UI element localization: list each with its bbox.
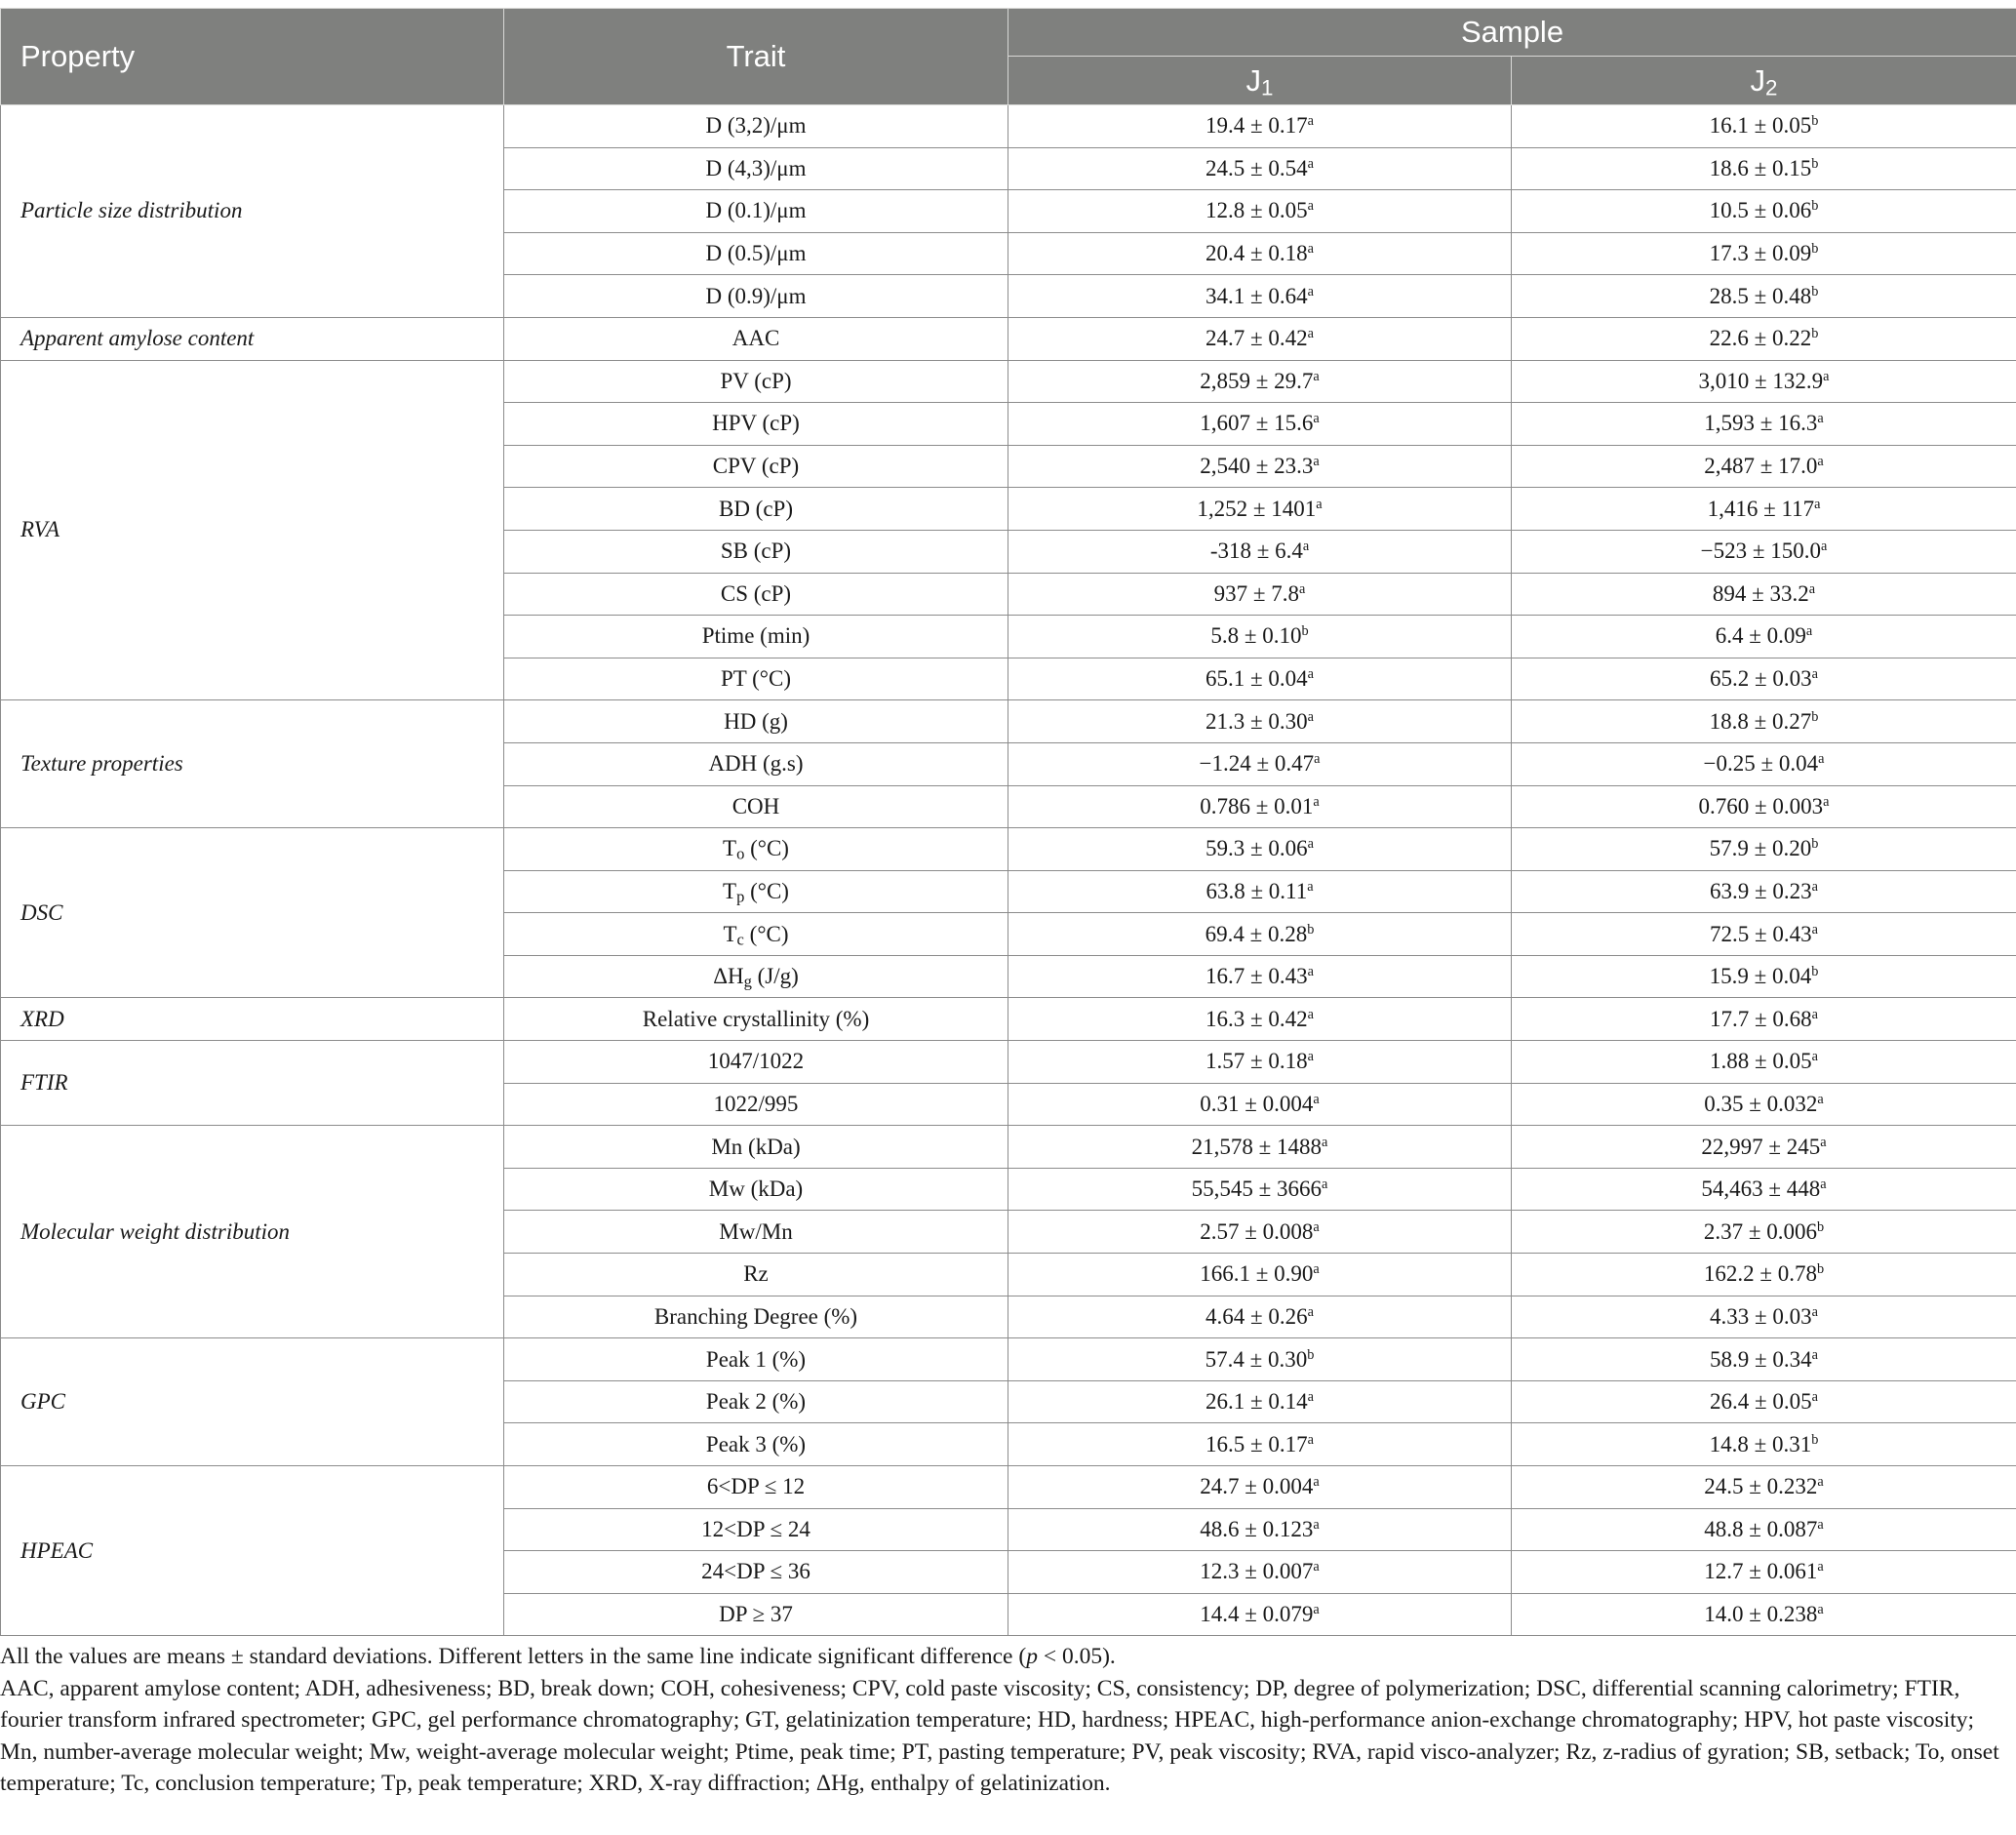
j2-value-cell: 28.5 ± 0.48$^b$	[1512, 275, 2016, 318]
trait-cell: HD (g)	[504, 700, 1008, 743]
j1-value-cell: $21,578 \pm 1488^a$	[1008, 1126, 1512, 1169]
table-header	[1, 9, 2016, 105]
trait-cell: $T_c$ (°C)	[504, 913, 1008, 956]
j1-value-cell: 19.4 ± 0.17$^a$	[1008, 105, 1512, 148]
j2-value-cell: 17.7 ± 0.68$^a$	[1512, 998, 2016, 1041]
j1-value-cell: 63.8 ± 0.11$^a$	[1008, 870, 1512, 913]
property-cell: XRD	[1, 998, 504, 1041]
j1-value-cell: 20.4 ± 0.18$^a$	[1008, 232, 1512, 275]
trait-cell: SB (cP)	[504, 530, 1008, 573]
j1-value-cell: 12.3 ± 0.007$^a$	[1008, 1551, 1512, 1594]
trait-cell: $\Delta H_g$ (J/g)	[504, 955, 1008, 998]
significance-letter: b	[1811, 964, 1819, 980]
j2-value-cell: 6.4 ± 0.09$^a$	[1512, 616, 2016, 658]
table-row	[1, 317, 2016, 360]
significance-letter: a	[1808, 581, 1816, 597]
significance-letter: a	[1307, 1431, 1314, 1448]
significance-letter: a	[1817, 411, 1824, 427]
table-footnote	[0, 1641, 2009, 1800]
significance-letter: a	[1307, 198, 1314, 215]
significance-letter: a	[1817, 454, 1824, 470]
j2-value-cell: 10.5 ± 0.06$^b$	[1512, 190, 2016, 233]
table-row	[1, 1466, 2016, 1509]
j1-value-cell: 16.5 ± 0.17$^a$	[1008, 1423, 1512, 1466]
j1-value-cell: 0.786 ± 0.01$^a$	[1008, 785, 1512, 828]
j2-value-cell: 4.33 ± 0.03$^a$	[1512, 1296, 2016, 1338]
j1-value-cell: 5.8 ± 0.10$^b$	[1008, 616, 1512, 658]
significance-letter: a	[1313, 454, 1320, 470]
significance-letter: b	[1301, 623, 1309, 640]
significance-letter: a	[1314, 751, 1321, 768]
j2-value-cell: −0.25 ± 0.04$^a$	[1512, 742, 2016, 785]
table-row	[1, 1041, 2016, 1084]
property-cell: GPC	[1, 1338, 504, 1466]
j2-value-cell: 12.7 ± 0.061$^a$	[1512, 1551, 2016, 1594]
property-cell: Texture properties	[1, 700, 504, 828]
significance-letter: b	[1811, 326, 1819, 342]
j1-value-cell: 24.7 ± 0.004$^a$	[1008, 1466, 1512, 1509]
j2-value-cell: 22.6 ± 0.22$^b$	[1512, 317, 2016, 360]
j1-value-cell: 2.57 ± 0.008$^a$	[1008, 1211, 1512, 1254]
j1-value-cell: 65.1 ± 0.04$^a$	[1008, 658, 1512, 700]
j2-value-cell: 1.88 ± 0.05$^a$	[1512, 1041, 2016, 1084]
j1-value-cell: 1,607 ± 15.6$^a$	[1008, 403, 1512, 446]
j1-value-cell: 4.64 ± 0.26$^a$	[1008, 1296, 1512, 1338]
j1-value-cell: 937 ± 7.8$^a$	[1008, 573, 1512, 616]
significance-letter: a	[1313, 1517, 1320, 1534]
j2-value-cell: 14.0 ± 0.238$^a$	[1512, 1593, 2016, 1636]
j2-value-cell: 18.6 ± 0.15$^b$	[1512, 147, 2016, 190]
significance-letter: a	[1811, 1304, 1818, 1321]
significance-letter: b	[1817, 1261, 1825, 1278]
significance-letter: a	[1313, 1474, 1320, 1491]
property-cell: Molecular weight distribution	[1, 1126, 504, 1338]
j1-value-cell: 34.1 ± 0.64$^a$	[1008, 275, 1512, 318]
j2-value-cell: 26.4 ± 0.05$^a$	[1512, 1380, 2016, 1423]
significance-letter: a	[1307, 156, 1314, 173]
footnote-abbreviations: AAC, apparent amylose content; ADH, adhesiveness; BD, break down; COH, cohesiveness; CPV, cold paste viscosity; CS, consistency; DP, degree of polymerization; DSC, differential scanning calorimetry; FTIR, fourier transform infrared spectrometer; GPC, gel performance chromatography; GT, gelatinization temperature; HD, hardness; HPEAC, high-performance anion-exchange chromatography; HPV, hot paste viscosity; Mn, number-average molecular weight; Mw, weight-average molecular weight; Ptime, peak time; PT, pasting temperature; PV, peak viscosity; RVA, rapid visco-analyzer; Rz, z-radius of gyration; SB, setback; To, onset temperature; Tc, conclusion temperature; Tp, peak temperature; XRD, X-ray diffraction; ΔHg, enthalpy of gelatinization.	[0, 1675, 1999, 1796]
significance-letter: a	[1307, 1006, 1314, 1022]
table-body	[1, 105, 2016, 1636]
trait-cell: $T_o$ (°C)	[504, 828, 1008, 871]
j2-value-cell: 0.760 ± 0.003$^a$	[1512, 785, 2016, 828]
significance-letter: a	[1818, 751, 1825, 768]
significance-letter: a	[1316, 496, 1323, 512]
j1-value-cell: 14.4 ± 0.079$^a$	[1008, 1593, 1512, 1636]
trait-cell: 1047/1022	[504, 1041, 1008, 1084]
property-cell: Particle size distribution	[1, 105, 504, 318]
j2-value-cell: $22,997 \pm 245^a$	[1512, 1126, 2016, 1169]
significance-letter: a	[1811, 1346, 1818, 1363]
j2-value-cell: 16.1 ± 0.05$^b$	[1512, 105, 2016, 148]
j2-value-cell: 58.9 ± 0.34$^a$	[1512, 1338, 2016, 1381]
significance-letter: a	[1313, 1261, 1320, 1278]
trait-cell: D (3,2)/μm	[504, 105, 1008, 148]
significance-letter: a	[1307, 964, 1314, 980]
significance-letter: a	[1307, 283, 1314, 299]
significance-letter: a	[1817, 1559, 1824, 1576]
footnote-line-1: All the values are means ± standard deviations. Different letters in the same line indicate significant difference (p < 0.05).	[0, 1644, 1116, 1669]
trait-cell: D (0.9)/μm	[504, 275, 1008, 318]
trait-cell: 24<DP ≤ 36	[504, 1551, 1008, 1594]
trait-cell: 1022/995	[504, 1083, 1008, 1126]
trait-cell: Relative crystallinity (%)	[504, 998, 1008, 1041]
significance-letter: a	[1299, 581, 1306, 597]
trait-cell: Rz	[504, 1254, 1008, 1296]
significance-letter: b	[1307, 1346, 1315, 1363]
significance-letter: a	[1820, 1177, 1827, 1193]
trait-cell: Branching Degree (%)	[504, 1296, 1008, 1338]
j1-value-cell: $1,252 \pm 1401^a$	[1008, 488, 1512, 531]
j1-value-cell: 16.3 ± 0.42$^a$	[1008, 998, 1512, 1041]
header-sample: Sample	[1008, 9, 2016, 57]
data-table	[0, 8, 2016, 1636]
trait-cell: DP ≥ 37	[504, 1593, 1008, 1636]
j1-value-cell: 16.7 ± 0.43$^a$	[1008, 955, 1512, 998]
significance-letter: a	[1811, 1389, 1818, 1406]
trait-cell: CPV (cP)	[504, 445, 1008, 488]
significance-letter: a	[1302, 539, 1310, 555]
j1-value-cell: 69.4 ± 0.28$^b$	[1008, 913, 1512, 956]
significance-letter: a	[1811, 879, 1818, 896]
j2-value-cell: 57.9 ± 0.20$^b$	[1512, 828, 2016, 871]
trait-cell: CS (cP)	[504, 573, 1008, 616]
trait-cell: HPV (cP)	[504, 403, 1008, 446]
significance-letter: a	[1823, 793, 1830, 810]
significance-letter: a	[1817, 1602, 1824, 1618]
j1-value-cell: −1.24 ± 0.47$^a$	[1008, 742, 1512, 785]
j2-value-cell: 2,487 ± 17.0$^a$	[1512, 445, 2016, 488]
significance-letter: a	[1811, 666, 1818, 683]
j1-value-cell: 57.4 ± 0.30$^b$	[1008, 1338, 1512, 1381]
significance-letter: a	[1820, 1134, 1827, 1150]
significance-letter: b	[1307, 921, 1315, 937]
significance-letter: b	[1811, 283, 1819, 299]
j2-value-cell: $54,463 \pm 448^a$	[1512, 1168, 2016, 1211]
significance-letter: a	[1322, 1177, 1328, 1193]
trait-cell: Mw (kDa)	[504, 1168, 1008, 1211]
trait-cell: COH	[504, 785, 1008, 828]
j1-value-cell: 2,540 ± 23.3$^a$	[1008, 445, 1512, 488]
trait-cell: D (4,3)/μm	[504, 147, 1008, 190]
significance-letter: a	[1307, 836, 1314, 853]
significance-letter: a	[1307, 241, 1314, 258]
significance-letter: a	[1307, 113, 1314, 130]
property-cell: Apparent amylose content	[1, 317, 504, 360]
table-row	[1, 1338, 2016, 1381]
table-row	[1, 700, 2016, 743]
trait-cell: Peak 3 (%)	[504, 1423, 1008, 1466]
significance-letter: a	[1811, 1049, 1818, 1065]
j1-value-cell: -318 ± 6.4$^a$	[1008, 530, 1512, 573]
j1-value-cell: 48.6 ± 0.123$^a$	[1008, 1508, 1512, 1551]
table-row	[1, 360, 2016, 403]
significance-letter: b	[1811, 113, 1819, 130]
data-table-container	[0, 8, 2016, 1636]
j2-value-cell: 15.9 ± 0.04$^b$	[1512, 955, 2016, 998]
significance-letter: a	[1805, 623, 1813, 640]
significance-letter: a	[1313, 1218, 1320, 1235]
trait-cell: BD (cP)	[504, 488, 1008, 531]
header-j1: $J_1$	[1008, 57, 1512, 105]
significance-letter: a	[1322, 1134, 1328, 1150]
j2-value-cell: 14.8 ± 0.31$^b$	[1512, 1423, 2016, 1466]
j2-value-cell: 72.5 ± 0.43$^a$	[1512, 913, 2016, 956]
table-row	[1, 998, 2016, 1041]
trait-cell: Mw/Mn	[504, 1211, 1008, 1254]
significance-letter: b	[1811, 241, 1819, 258]
significance-letter: a	[1307, 1389, 1314, 1406]
significance-letter: b	[1811, 198, 1819, 215]
significance-letter: a	[1814, 496, 1821, 512]
significance-letter: a	[1313, 1559, 1320, 1576]
j1-value-cell: 2,859 ± 29.7$^a$	[1008, 360, 1512, 403]
significance-letter: b	[1811, 1431, 1819, 1448]
trait-cell: Peak 1 (%)	[504, 1338, 1008, 1381]
header-trait: Trait	[504, 9, 1008, 105]
j1-value-cell: 24.7 ± 0.42$^a$	[1008, 317, 1512, 360]
trait-cell: Peak 2 (%)	[504, 1380, 1008, 1423]
j2-value-cell: 65.2 ± 0.03$^a$	[1512, 658, 2016, 700]
significance-letter: b	[1811, 708, 1819, 725]
j1-value-cell: 21.3 ± 0.30$^a$	[1008, 700, 1512, 743]
trait-cell: PV (cP)	[504, 360, 1008, 403]
header-j2: $J_2$	[1512, 57, 2016, 105]
j1-value-cell: 1.57 ± 0.18$^a$	[1008, 1041, 1512, 1084]
j2-value-cell: 24.5 ± 0.232$^a$	[1512, 1466, 2016, 1509]
j2-value-cell: 18.8 ± 0.27$^b$	[1512, 700, 2016, 743]
j2-value-cell: 894 ± 33.2$^a$	[1512, 573, 2016, 616]
significance-letter: a	[1313, 369, 1320, 385]
j1-value-cell: 12.8 ± 0.05$^a$	[1008, 190, 1512, 233]
significance-letter: a	[1307, 708, 1314, 725]
j2-value-cell: 0.35 ± 0.032$^a$	[1512, 1083, 2016, 1126]
significance-letter: a	[1313, 793, 1320, 810]
trait-cell: D (0.1)/μm	[504, 190, 1008, 233]
significance-letter: a	[1823, 369, 1830, 385]
j2-value-cell: −523 ± 150.0$^a$	[1512, 530, 2016, 573]
significance-letter: a	[1811, 1006, 1818, 1022]
significance-letter: b	[1811, 156, 1819, 173]
significance-letter: a	[1821, 539, 1828, 555]
j2-value-cell: 48.8 ± 0.087$^a$	[1512, 1508, 2016, 1551]
j2-value-cell: 162.2 ± 0.78$^b$	[1512, 1254, 2016, 1296]
table-row	[1, 105, 2016, 148]
j2-value-cell: $1,416 \pm 117^a$	[1512, 488, 2016, 531]
significance-letter: a	[1817, 1517, 1824, 1534]
j2-value-cell: 2.37 ± 0.006$^b$	[1512, 1211, 2016, 1254]
significance-letter: b	[1811, 836, 1819, 853]
significance-letter: a	[1307, 666, 1314, 683]
trait-cell: D (0.5)/μm	[504, 232, 1008, 275]
significance-letter: a	[1307, 1304, 1314, 1321]
significance-letter: b	[1817, 1218, 1825, 1235]
significance-letter: a	[1307, 326, 1314, 342]
property-cell: RVA	[1, 360, 504, 700]
j1-value-cell: $55,545 \pm 3666^a$	[1008, 1168, 1512, 1211]
trait-cell: Ptime (min)	[504, 616, 1008, 658]
property-cell: FTIR	[1, 1041, 504, 1126]
trait-cell: $T_p$ (°C)	[504, 870, 1008, 913]
j1-value-cell: 0.31 ± 0.004$^a$	[1008, 1083, 1512, 1126]
property-cell: DSC	[1, 828, 504, 998]
trait-cell: AAC	[504, 317, 1008, 360]
trait-cell: 12<DP ≤ 24	[504, 1508, 1008, 1551]
significance-letter: a	[1817, 1474, 1824, 1491]
table-row	[1, 1126, 2016, 1169]
j1-value-cell: 166.1 ± 0.90$^a$	[1008, 1254, 1512, 1296]
trait-cell: 6<DP ≤ 12	[504, 1466, 1008, 1509]
significance-letter: a	[1313, 1092, 1320, 1108]
header-property: Property	[1, 9, 504, 105]
significance-letter: a	[1817, 1092, 1824, 1108]
j1-value-cell: 26.1 ± 0.14$^a$	[1008, 1380, 1512, 1423]
trait-cell: Mn (kDa)	[504, 1126, 1008, 1169]
significance-letter: a	[1307, 879, 1314, 896]
property-cell: HPEAC	[1, 1466, 504, 1636]
j2-value-cell: 3,010 ± 132.9$^a$	[1512, 360, 2016, 403]
trait-cell: PT (°C)	[504, 658, 1008, 700]
j2-value-cell: 63.9 ± 0.23$^a$	[1512, 870, 2016, 913]
table-row	[1, 828, 2016, 871]
j1-value-cell: 24.5 ± 0.54$^a$	[1008, 147, 1512, 190]
significance-letter: a	[1307, 1049, 1314, 1065]
significance-letter: a	[1313, 411, 1320, 427]
significance-letter: a	[1811, 921, 1818, 937]
significance-letter: a	[1313, 1602, 1320, 1618]
trait-cell: ADH (g.s)	[504, 742, 1008, 785]
j2-value-cell: 1,593 ± 16.3$^a$	[1512, 403, 2016, 446]
j1-value-cell: 59.3 ± 0.06$^a$	[1008, 828, 1512, 871]
j2-value-cell: 17.3 ± 0.09$^b$	[1512, 232, 2016, 275]
